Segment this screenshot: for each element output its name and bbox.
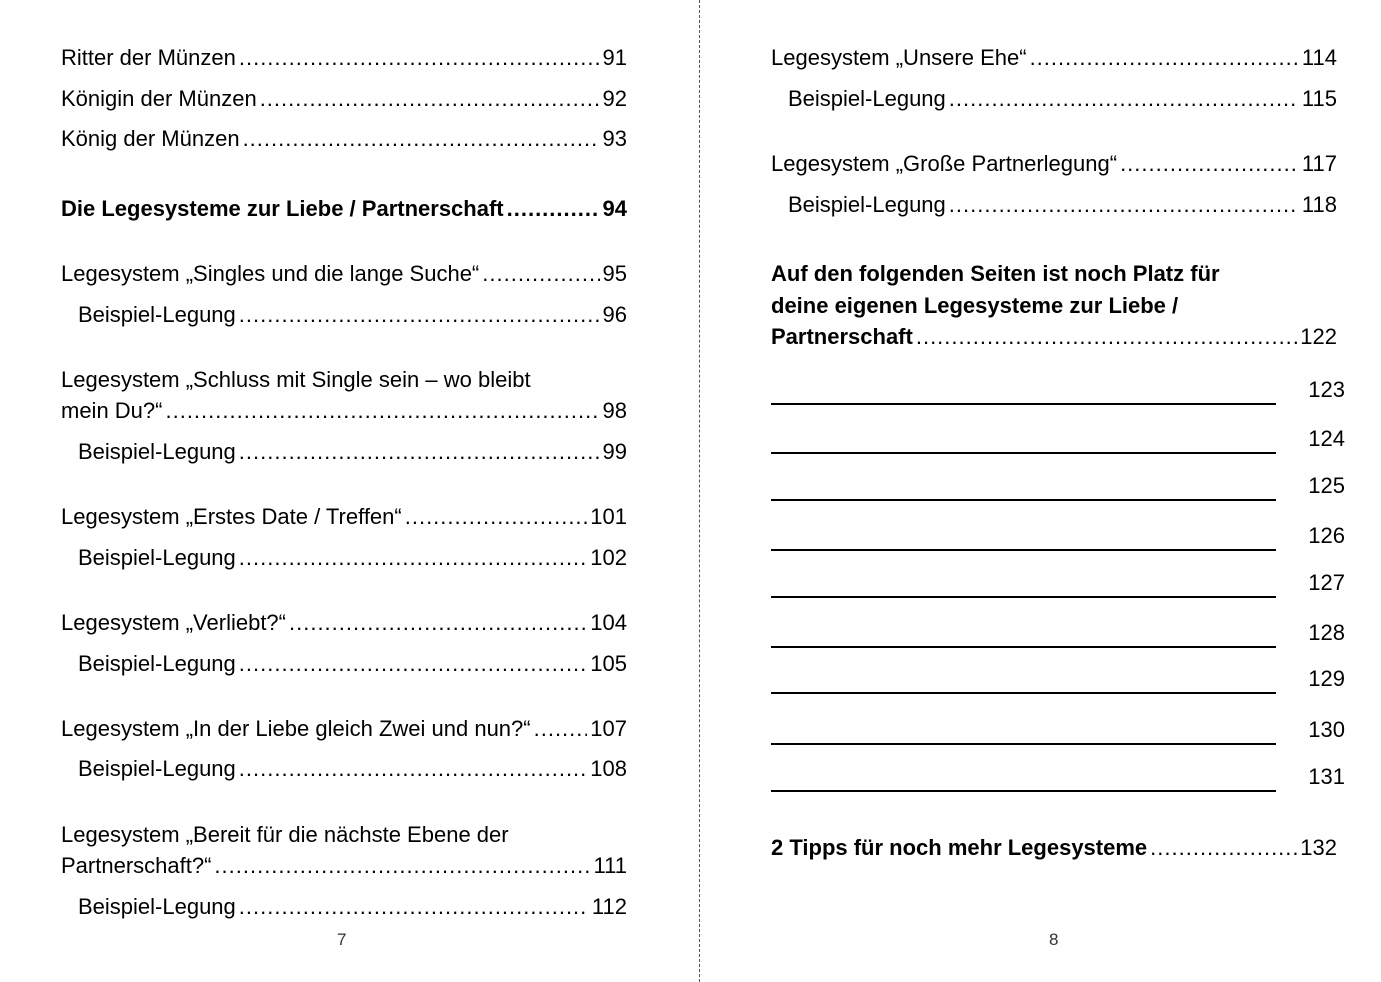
- leader-dots: [916, 322, 1297, 352]
- page-number: 8: [1049, 930, 1059, 949]
- toc-label: Beispiel-Legung: [788, 192, 946, 217]
- write-in-rule: [771, 549, 1276, 551]
- toc-label-line2: deine eigenen Legesysteme zur Liebe /: [771, 293, 1179, 318]
- toc-page-number: 96: [602, 302, 627, 327]
- toc-entry-ritter: [61, 43, 627, 73]
- leader-dots: [534, 714, 588, 744]
- toc-label: 2 Tipps für noch mehr Legesysteme: [771, 835, 1148, 860]
- leader-dots: [405, 502, 588, 532]
- toc-subentry-zwei-example: [78, 754, 627, 784]
- toc-label: Partnerschaft: [771, 324, 913, 349]
- toc-label: Beispiel-Legung: [78, 545, 236, 570]
- toc-page-number: 111: [593, 853, 627, 878]
- toc-subentry-gross-example: [788, 190, 1337, 220]
- toc-label-line1: Legesystem „Schluss mit Single sein – wo bleibt: [61, 367, 531, 392]
- toc-page-number: 122: [1300, 324, 1337, 349]
- toc-subentry-schluss-example: [78, 437, 627, 467]
- toc-label: Ritter der Münzen: [61, 45, 236, 70]
- toc-label: Beispiel-Legung: [788, 86, 946, 111]
- toc-entry-tipps: [771, 833, 1337, 863]
- toc-label: König der Münzen: [61, 126, 240, 151]
- blank-line-entry: [771, 762, 1361, 792]
- blank-page-number: 127: [1308, 570, 1345, 595]
- leader-dots: [482, 259, 599, 289]
- toc-label: Legesystem „Verliebt?“: [61, 610, 286, 635]
- leader-dots: [214, 851, 590, 881]
- leader-dots: [243, 124, 600, 154]
- leader-dots: [239, 892, 589, 922]
- toc-subentry-bereit-example: [78, 892, 627, 922]
- toc-subentry-date-example: [78, 543, 627, 573]
- toc-label: mein Du?“: [61, 398, 163, 423]
- blank-page-number: 130: [1308, 717, 1345, 742]
- toc-entry-own-layouts: [771, 322, 1337, 352]
- blank-line-entry: [771, 715, 1361, 745]
- toc-label: Beispiel-Legung: [78, 651, 236, 676]
- toc-label: Die Legesysteme zur Liebe / Partnerschaft: [61, 196, 504, 221]
- toc-entry-koenigin: [61, 84, 627, 114]
- leader-dots: [239, 437, 600, 467]
- write-in-rule: [771, 743, 1276, 745]
- leader-dots: [1150, 833, 1297, 863]
- toc-label: Partnerschaft?“: [61, 853, 212, 878]
- toc-page-number: 95: [602, 261, 627, 286]
- toc-section-heading: [61, 194, 627, 224]
- toc-page-number: 98: [602, 398, 627, 423]
- toc-subentry-ehe-example: [788, 84, 1337, 114]
- toc-entry-verliebt: [61, 608, 627, 638]
- blank-page-number: 128: [1308, 620, 1345, 645]
- toc-entry-ehe: [771, 43, 1337, 73]
- toc-page-number: 108: [590, 756, 627, 781]
- toc-page-number: 93: [602, 126, 627, 151]
- leader-dots: [507, 194, 600, 224]
- toc-label: Legesystem „Unsere Ehe“: [771, 45, 1027, 70]
- toc-label: Königin der Münzen: [61, 86, 257, 111]
- toc-label: Legesystem „Große Partnerlegung“: [771, 151, 1118, 176]
- toc-page-number: 107: [590, 716, 627, 741]
- toc-page-number: 115: [1301, 86, 1337, 111]
- blank-page-number: 131: [1308, 764, 1345, 789]
- leader-dots: [289, 608, 587, 638]
- leader-dots: [260, 84, 600, 114]
- blank-line-entry: [771, 375, 1361, 405]
- toc-page-number: 99: [602, 439, 627, 464]
- leader-dots: [239, 649, 588, 679]
- page-divider: [699, 0, 700, 982]
- toc-page-number: 105: [590, 651, 627, 676]
- blank-page-number: 126: [1308, 523, 1345, 548]
- leader-dots: [1030, 43, 1299, 73]
- toc-label: Beispiel-Legung: [78, 894, 236, 919]
- write-in-rule: [771, 403, 1276, 405]
- toc-page-number: 94: [602, 196, 627, 221]
- leader-dots: [239, 754, 588, 784]
- toc-entry-koenig: [61, 124, 627, 154]
- toc-subentry-singles-example: [78, 300, 627, 330]
- toc-label: Legesystem „In der Liebe gleich Zwei und nun?“: [61, 716, 531, 741]
- write-in-rule: [771, 790, 1276, 792]
- toc-subentry-verliebt-example: [78, 649, 627, 679]
- write-in-rule: [771, 452, 1276, 454]
- toc-label: Beispiel-Legung: [78, 439, 236, 464]
- toc-page-number: 91: [602, 45, 627, 70]
- leader-dots: [949, 190, 1299, 220]
- write-in-rule: [771, 692, 1276, 694]
- page-number: 7: [337, 930, 347, 949]
- toc-entry-bereit: [61, 851, 627, 881]
- toc-page-number: 101: [590, 504, 627, 529]
- toc-label: Legesystem „Erstes Date / Treffen“: [61, 504, 402, 529]
- toc-page-number: 114: [1301, 45, 1337, 70]
- toc-entry-singles: [61, 259, 627, 289]
- blank-page-number: 124: [1308, 426, 1345, 451]
- blank-page-number: 125: [1308, 473, 1345, 498]
- leader-dots: [239, 300, 600, 330]
- write-in-rule: [771, 499, 1276, 501]
- blank-line-entry: [771, 521, 1361, 551]
- leader-dots: [239, 43, 600, 73]
- toc-label-line1: Legesystem „Bereit für die nächste Ebene der: [61, 822, 509, 847]
- blank-line-entry: [771, 424, 1361, 454]
- toc-label: Beispiel-Legung: [78, 756, 236, 781]
- toc-label: Beispiel-Legung: [78, 302, 236, 327]
- write-in-rule: [771, 596, 1276, 598]
- write-in-rule: [771, 646, 1276, 648]
- toc-page-number: 132: [1300, 835, 1337, 860]
- leader-dots: [165, 396, 599, 426]
- toc-page-number: 118: [1301, 192, 1337, 217]
- toc-label-line1: Auf den folgenden Seiten ist noch Platz für: [771, 261, 1220, 286]
- blank-line-entry: [771, 471, 1361, 501]
- blank-page-number: 129: [1308, 666, 1345, 691]
- toc-page-number: 117: [1301, 151, 1337, 176]
- toc-entry-zwei: [61, 714, 627, 744]
- blank-line-entry: [771, 568, 1361, 598]
- toc-page-number: 102: [590, 545, 627, 570]
- toc-page-number: 92: [602, 86, 627, 111]
- leader-dots: [1120, 149, 1299, 179]
- toc-entry-schluss: [61, 396, 627, 426]
- blank-page-number: 123: [1308, 377, 1345, 402]
- blank-line-entry: [771, 664, 1361, 694]
- toc-page-number: 112: [591, 894, 627, 919]
- toc-entry-gross: [771, 149, 1337, 179]
- toc-label: Legesystem „Singles und die lange Suche“: [61, 261, 480, 286]
- right-page: [701, 0, 1381, 982]
- leader-dots: [949, 84, 1299, 114]
- leader-dots: [239, 543, 588, 573]
- toc-page-number: 104: [590, 610, 627, 635]
- toc-entry-date: [61, 502, 627, 532]
- blank-line-entry: [771, 618, 1361, 648]
